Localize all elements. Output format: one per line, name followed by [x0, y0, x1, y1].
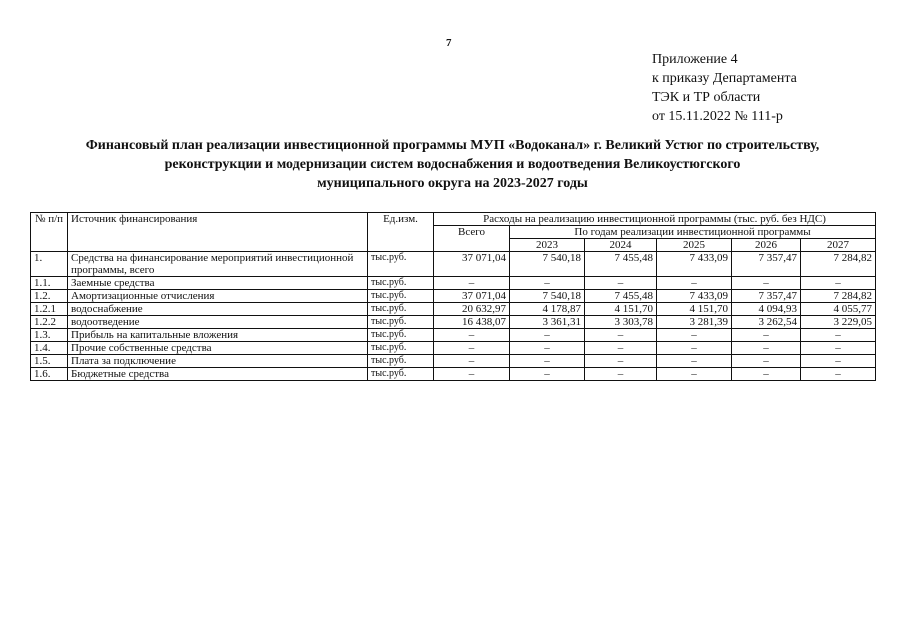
row-source: Заемные средства [68, 277, 368, 290]
row-value: – [585, 277, 657, 290]
header-total: Всего [434, 226, 510, 252]
row-total: 16 438,07 [434, 316, 510, 329]
row-value: 7 284,82 [801, 252, 876, 277]
row-total: – [434, 329, 510, 342]
row-value: – [510, 277, 585, 290]
header-source: Источник финансирования [68, 213, 368, 252]
table-row [31, 252, 876, 277]
row-value: – [657, 342, 732, 355]
row-value: – [657, 277, 732, 290]
title-line: Финансовый план реализации инвестиционной программы МУП «Водоканал» г. Великий Устюг по строительству, [85, 138, 820, 153]
row-value: 3 361,31 [510, 316, 585, 329]
row-unit: тыс.руб. [368, 252, 434, 277]
header-year: 2027 [801, 239, 876, 252]
header-year: 2025 [657, 239, 732, 252]
row-total: 20 632,97 [434, 303, 510, 316]
row-value: – [732, 277, 801, 290]
appendix-note [652, 50, 797, 126]
document-title [30, 136, 875, 193]
row-value: 7 284,82 [801, 290, 876, 303]
row-source: Амортизационные отчисления [68, 290, 368, 303]
row-unit: тыс.руб. [368, 329, 434, 342]
row-value: 7 540,18 [510, 252, 585, 277]
row-source: Средства на финансирование мероприятий инвестиционной программы, всего [68, 252, 368, 277]
row-value: – [732, 342, 801, 355]
title-line: реконструкции и модернизации систем водоснабжения и водоотведения Великоустюгского [164, 157, 741, 172]
row-num: 1.3. [31, 329, 68, 342]
table-row [31, 329, 876, 342]
row-value: 7 455,48 [585, 252, 657, 277]
table-row [31, 277, 876, 290]
row-source: водоотведение [68, 316, 368, 329]
table-row [31, 290, 876, 303]
row-total: – [434, 355, 510, 368]
row-unit: тыс.руб. [368, 303, 434, 316]
row-source: Плата за подключение [68, 355, 368, 368]
row-value: – [657, 368, 732, 381]
row-value: 7 540,18 [510, 290, 585, 303]
row-unit: тыс.руб. [368, 368, 434, 381]
row-value: 7 455,48 [585, 290, 657, 303]
appendix-line: ТЭК и ТР области [652, 90, 761, 105]
row-value: – [510, 368, 585, 381]
row-value: – [732, 355, 801, 368]
row-value: 4 178,87 [510, 303, 585, 316]
row-num: 1.2. [31, 290, 68, 303]
row-value: – [510, 329, 585, 342]
title-line: муниципального округа на 2023-2027 годы [317, 176, 588, 191]
row-source: водоснабжение [68, 303, 368, 316]
row-value: – [732, 368, 801, 381]
row-value: – [732, 329, 801, 342]
row-source: Прочие собственные средства [68, 342, 368, 355]
row-value: – [510, 355, 585, 368]
row-value: 3 281,39 [657, 316, 732, 329]
row-value: – [657, 355, 732, 368]
header-year: 2026 [732, 239, 801, 252]
row-total: – [434, 342, 510, 355]
row-value: – [585, 342, 657, 355]
row-source: Бюджетные средства [68, 368, 368, 381]
header-by-years: По годам реализации инвестиционной программы [510, 226, 876, 239]
row-value: – [585, 368, 657, 381]
row-source: Прибыль на капитальные вложения [68, 329, 368, 342]
row-total: 37 071,04 [434, 252, 510, 277]
header-expenses: Расходы на реализацию инвестиционной программы (тыс. руб. без НДС) [434, 213, 876, 226]
header-year: 2023 [510, 239, 585, 252]
row-value: – [801, 277, 876, 290]
table-row [31, 303, 876, 316]
financial-plan-table [30, 212, 876, 381]
row-unit: тыс.руб. [368, 316, 434, 329]
row-total: 37 071,04 [434, 290, 510, 303]
row-value: 3 303,78 [585, 316, 657, 329]
header-unit: Ед.изм. [368, 213, 434, 252]
table-row [31, 355, 876, 368]
row-value: – [801, 355, 876, 368]
table-row [31, 316, 876, 329]
row-unit: тыс.руб. [368, 277, 434, 290]
row-num: 1.1. [31, 277, 68, 290]
row-value: 3 229,05 [801, 316, 876, 329]
row-num: 1.2.2 [31, 316, 68, 329]
row-total: – [434, 277, 510, 290]
row-total: – [434, 368, 510, 381]
row-num: 1.2.1 [31, 303, 68, 316]
row-value: – [510, 342, 585, 355]
row-value: 7 433,09 [657, 290, 732, 303]
row-num: 1. [31, 252, 68, 277]
row-value: – [657, 329, 732, 342]
row-value: – [801, 368, 876, 381]
row-unit: тыс.руб. [368, 342, 434, 355]
row-value: 3 262,54 [732, 316, 801, 329]
appendix-line: Приложение 4 [652, 52, 738, 67]
header-year: 2024 [585, 239, 657, 252]
row-num: 1.4. [31, 342, 68, 355]
row-value: 7 357,47 [732, 290, 801, 303]
row-value: 7 357,47 [732, 252, 801, 277]
row-value: – [585, 355, 657, 368]
appendix-line: от 15.11.2022 № 111-р [652, 109, 783, 124]
table-row [31, 368, 876, 381]
row-value: 4 151,70 [657, 303, 732, 316]
row-value: 4 055,77 [801, 303, 876, 316]
table-row [31, 342, 876, 355]
row-value: – [801, 342, 876, 355]
row-value: – [801, 329, 876, 342]
row-value: 4 151,70 [585, 303, 657, 316]
appendix-line: к приказу Департамента [652, 71, 797, 86]
header-num: № п/п [31, 213, 68, 252]
row-value: – [585, 329, 657, 342]
row-num: 1.5. [31, 355, 68, 368]
row-value: 4 094,93 [732, 303, 801, 316]
row-unit: тыс.руб. [368, 355, 434, 368]
row-value: 7 433,09 [657, 252, 732, 277]
row-unit: тыс.руб. [368, 290, 434, 303]
page-number: 7 [446, 37, 452, 49]
row-num: 1.6. [31, 368, 68, 381]
